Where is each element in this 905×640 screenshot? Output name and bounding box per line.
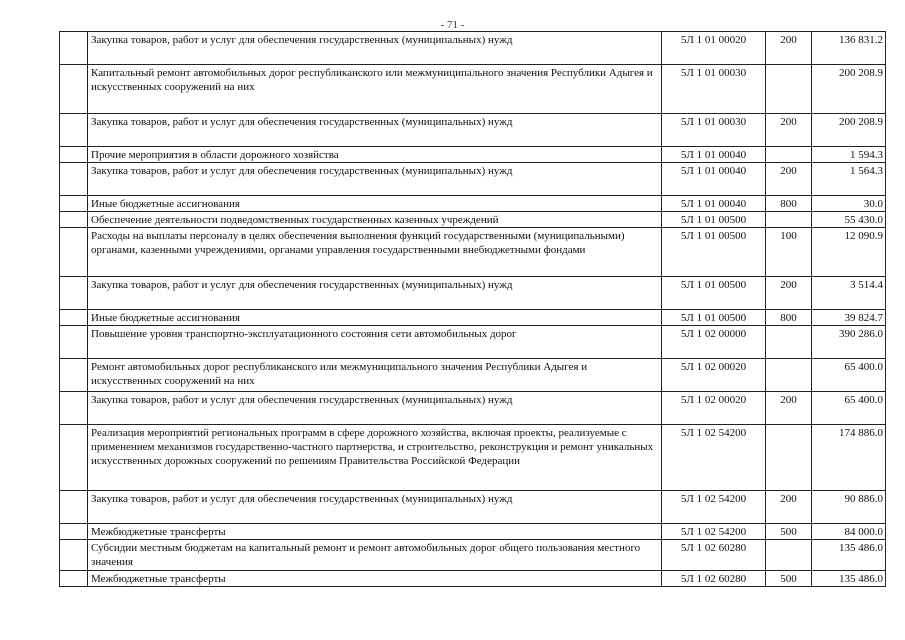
- row-amount-cell: 174 886.0: [812, 425, 886, 491]
- row-amount-cell: 390 286.0: [812, 326, 886, 359]
- table-row: [60, 326, 886, 359]
- table-row: [60, 32, 886, 65]
- table-row: [60, 392, 886, 425]
- row-blank-cell: [60, 524, 88, 540]
- row-code-cell: 5Л 1 02 54200: [662, 491, 766, 524]
- row-name-cell: Прочие мероприятия в области дорожного хозяйства: [88, 147, 662, 163]
- table-row: [60, 163, 886, 196]
- row-amount-cell: 1 594.3: [812, 147, 886, 163]
- row-amount-cell: 39 824.7: [812, 310, 886, 326]
- row-name-cell: Межбюджетные трансферты: [88, 524, 662, 540]
- row-code-cell: 5Л 1 01 00040: [662, 163, 766, 196]
- row-code-cell: 5Л 1 02 54200: [662, 425, 766, 491]
- row-blank-cell: [60, 163, 88, 196]
- row-vr-cell: [766, 425, 812, 491]
- row-amount-cell: 200 208.9: [812, 114, 886, 147]
- table-row: [60, 524, 886, 540]
- row-blank-cell: [60, 310, 88, 326]
- row-code-cell: 5Л 1 01 00030: [662, 114, 766, 147]
- row-amount-cell: 135 486.0: [812, 540, 886, 571]
- row-code-cell: 5Л 1 01 00500: [662, 310, 766, 326]
- row-vr-cell: 800: [766, 196, 812, 212]
- row-blank-cell: [60, 540, 88, 571]
- row-blank-cell: [60, 196, 88, 212]
- row-name-cell: Повышение уровня транспортно-эксплуатационного состояния сети автомобильных дорог: [88, 326, 662, 359]
- row-amount-cell: 135 486.0: [812, 571, 886, 587]
- table-row: [60, 425, 886, 491]
- row-code-cell: 5Л 1 01 00040: [662, 147, 766, 163]
- row-amount-cell: 90 886.0: [812, 491, 886, 524]
- row-amount-cell: 55 430.0: [812, 212, 886, 228]
- row-code-cell: 5Л 1 01 00500: [662, 212, 766, 228]
- row-vr-cell: 500: [766, 524, 812, 540]
- row-name-cell: Закупка товаров, работ и услуг для обеспечения государственных (муниципальных) нужд: [88, 114, 662, 147]
- row-name-cell: Ремонт автомобильных дорог республиканского или межмуниципального значения Республики Адыгея и искусственных сооружений на них: [88, 359, 662, 392]
- table-row: [60, 310, 886, 326]
- row-name-cell: Капитальный ремонт автомобильных дорог республиканского или межмуниципального значения Республики Адыгея и искусственных сооружений на них: [88, 65, 662, 114]
- row-blank-cell: [60, 147, 88, 163]
- row-vr-cell: 500: [766, 571, 812, 587]
- row-amount-cell: 1 564.3: [812, 163, 886, 196]
- row-code-cell: 5Л 1 01 00500: [662, 277, 766, 310]
- row-vr-cell: 200: [766, 32, 812, 65]
- row-amount-cell: 136 831.2: [812, 32, 886, 65]
- row-name-cell: Закупка товаров, работ и услуг для обеспечения государственных (муниципальных) нужд: [88, 163, 662, 196]
- row-name-cell: Закупка товаров, работ и услуг для обеспечения государственных (муниципальных) нужд: [88, 32, 662, 65]
- row-blank-cell: [60, 277, 88, 310]
- table-row: [60, 491, 886, 524]
- table-row: [60, 114, 886, 147]
- row-name-cell: Закупка товаров, работ и услуг для обеспечения государственных (муниципальных) нужд: [88, 277, 662, 310]
- table-row: [60, 571, 886, 587]
- row-blank-cell: [60, 491, 88, 524]
- row-vr-cell: 100: [766, 228, 812, 277]
- row-name-cell: Субсидии местным бюджетам на капитальный ремонт и ремонт автомобильных дорог общего пользования местного значения: [88, 540, 662, 571]
- row-name-cell: Реализация мероприятий региональных программ в сфере дорожного хозяйства, включая проекты, реализуемые с применением механизмов государственно-частного партнерства, и строительство, реконструкция и ремонт уникальных искусственных дорожных сооружений по решениям Правительства Российской Федерации: [88, 425, 662, 491]
- table-row: [60, 277, 886, 310]
- budget-table: [59, 31, 886, 587]
- row-blank-cell: [60, 359, 88, 392]
- row-amount-cell: 65 400.0: [812, 392, 886, 425]
- row-blank-cell: [60, 65, 88, 114]
- table-row: [60, 65, 886, 114]
- row-vr-cell: 200: [766, 277, 812, 310]
- row-name-cell: Иные бюджетные ассигнования: [88, 196, 662, 212]
- row-name-cell: Иные бюджетные ассигнования: [88, 310, 662, 326]
- row-blank-cell: [60, 326, 88, 359]
- row-blank-cell: [60, 392, 88, 425]
- row-vr-cell: [766, 359, 812, 392]
- row-name-cell: Закупка товаров, работ и услуг для обеспечения государственных (муниципальных) нужд: [88, 392, 662, 425]
- row-blank-cell: [60, 212, 88, 228]
- row-amount-cell: 84 000.0: [812, 524, 886, 540]
- row-amount-cell: 3 514.4: [812, 277, 886, 310]
- row-blank-cell: [60, 228, 88, 277]
- row-code-cell: 5Л 1 01 00030: [662, 65, 766, 114]
- page-number: - 71 -: [440, 19, 465, 31]
- row-amount-cell: 30.0: [812, 196, 886, 212]
- row-code-cell: 5Л 1 02 00020: [662, 392, 766, 425]
- row-vr-cell: 800: [766, 310, 812, 326]
- row-blank-cell: [60, 114, 88, 147]
- row-vr-cell: 200: [766, 163, 812, 196]
- row-vr-cell: 200: [766, 114, 812, 147]
- row-code-cell: 5Л 1 02 60280: [662, 571, 766, 587]
- row-name-cell: Межбюджетные трансферты: [88, 571, 662, 587]
- row-amount-cell: 12 090.9: [812, 228, 886, 277]
- row-code-cell: 5Л 1 02 00000: [662, 326, 766, 359]
- row-code-cell: 5Л 1 02 60280: [662, 540, 766, 571]
- row-vr-cell: [766, 65, 812, 114]
- table-row: [60, 359, 886, 392]
- row-blank-cell: [60, 425, 88, 491]
- row-name-cell: Закупка товаров, работ и услуг для обеспечения государственных (муниципальных) нужд: [88, 491, 662, 524]
- table-row: [60, 147, 886, 163]
- row-code-cell: 5Л 1 02 00020: [662, 359, 766, 392]
- row-amount-cell: 65 400.0: [812, 359, 886, 392]
- row-code-cell: 5Л 1 01 00500: [662, 228, 766, 277]
- row-vr-cell: [766, 212, 812, 228]
- row-amount-cell: 200 208.9: [812, 65, 886, 114]
- row-vr-cell: [766, 326, 812, 359]
- table-row: [60, 228, 886, 277]
- table-row: [60, 212, 886, 228]
- row-vr-cell: 200: [766, 491, 812, 524]
- row-code-cell: 5Л 1 01 00020: [662, 32, 766, 65]
- row-vr-cell: 200: [766, 392, 812, 425]
- row-name-cell: Обеспечение деятельности подведомственных государственных казенных учреждений: [88, 212, 662, 228]
- row-vr-cell: [766, 540, 812, 571]
- table-row: [60, 540, 886, 571]
- row-blank-cell: [60, 571, 88, 587]
- row-code-cell: 5Л 1 01 00040: [662, 196, 766, 212]
- row-vr-cell: [766, 147, 812, 163]
- table-row: [60, 196, 886, 212]
- row-name-cell: Расходы на выплаты персоналу в целях обеспечения выполнения функций государственными (муниципальными) органами, казенными учреждениями, органами управления государственными внебюджетными фондами: [88, 228, 662, 277]
- row-code-cell: 5Л 1 02 54200: [662, 524, 766, 540]
- row-blank-cell: [60, 32, 88, 65]
